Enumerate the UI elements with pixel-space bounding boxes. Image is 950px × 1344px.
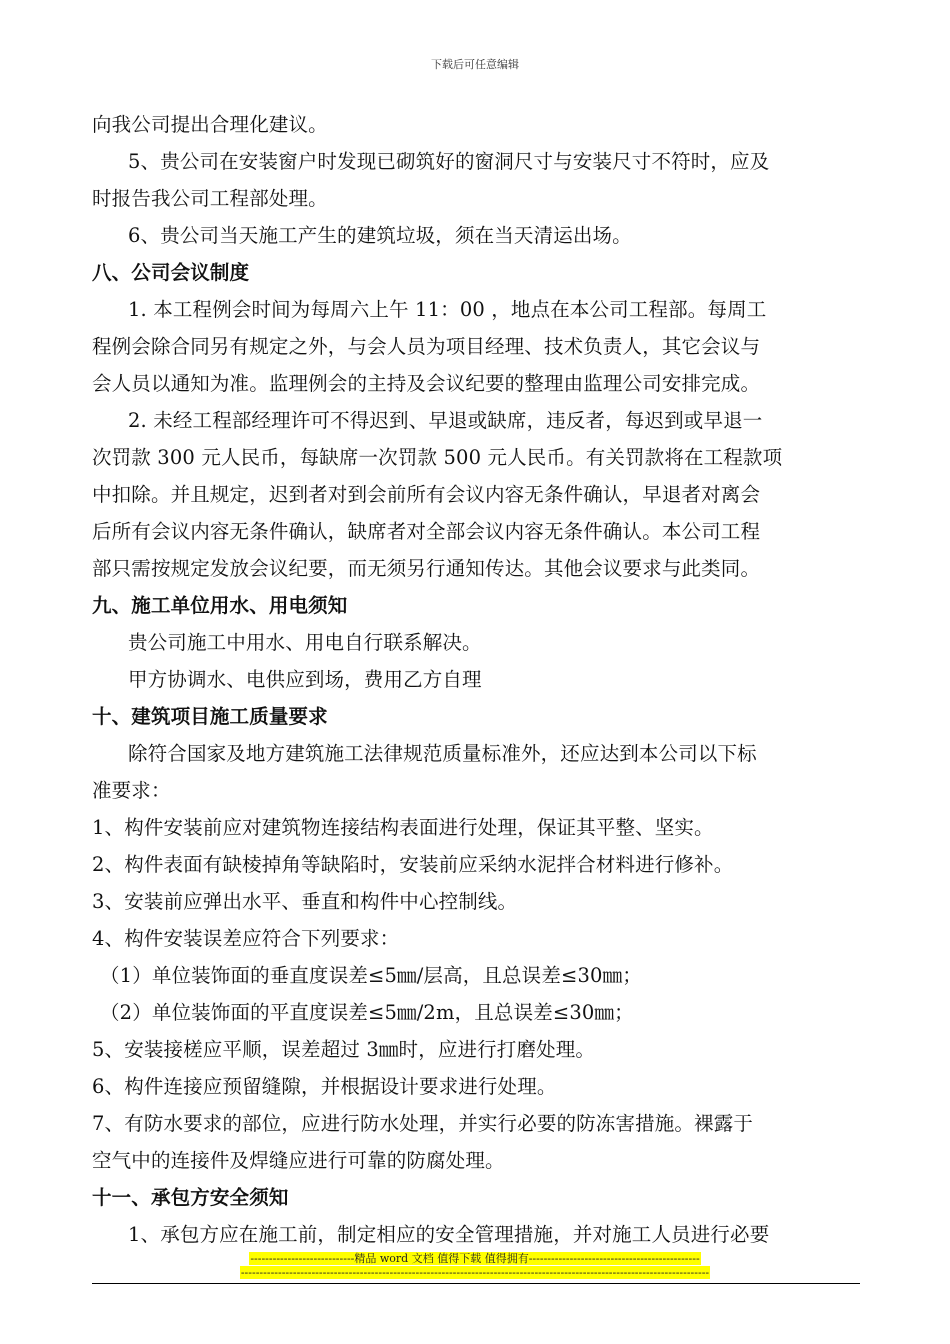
footer-banner-line <box>0 1266 950 1279</box>
text-line: 1、承包方应在施工前，制定相应的安全管理措施，并对施工人员进行必要 <box>128 1223 770 1246</box>
text-line: 除符合国家及地方建筑施工法律规范质量标准外，还应达到本公司以下标 <box>128 742 757 765</box>
list-item: 1、构件安装前应对建筑物连接结构表面进行处理，保证其平整、坚实。 <box>92 816 714 839</box>
list-item: 7、有防水要求的部位，应进行防水处理，并实行必要的防冻害措施。裸露于 <box>92 1112 754 1135</box>
text-line: 后所有会议内容无条件确认，缺席者对全部会议内容无条件确认。本公司工程 <box>92 520 761 543</box>
text-line: 1. 本工程例会时间为每周六上午 11：00 ，地点在本公司工程部。每周工 <box>128 298 767 321</box>
list-item: 6、构件连接应预留缝隙，并根据设计要求进行处理。 <box>92 1075 557 1098</box>
page-header-note: 下载后可任意编辑 <box>431 58 519 71</box>
section-heading: 十一、承包方安全须知 <box>92 1186 289 1209</box>
sub-list-item: （2）单位装饰面的平直度误差≤5㎜/2m，且总误差≤30㎜； <box>100 1001 634 1024</box>
section-heading: 八、公司会议制度 <box>92 261 250 284</box>
footer-banner-text: ----------------------------精品 word 文档 值得下载 值得拥有---------------------------------------------- <box>250 1252 700 1265</box>
text-line: 甲方协调水、电供应到场，费用乙方自理 <box>128 668 482 691</box>
text-line: 程例会除合同另有规定之外，与会人员为项目经理、技术负责人，其它会议与 <box>92 335 761 358</box>
text-line: 贵公司施工中用水、用电自行联系解决。 <box>128 631 482 654</box>
text-line: 次罚款 300 元人民币，每缺席一次罚款 500 元人民币。有关罚款将在工程款项 <box>92 446 783 469</box>
text-line: 会人员以通知为准。监理例会的主持及会议纪要的整理由监理公司安排完成。 <box>92 372 761 395</box>
document-body <box>92 106 862 1253</box>
list-item: 3、安装前应弹出水平、垂直和构件中心控制线。 <box>92 890 518 913</box>
list-item: 4、构件安装误差应符合下列要求： <box>92 927 400 950</box>
list-item: 5、安装接槎应平顺，误差超过 3㎜时，应进行打磨处理。 <box>92 1038 596 1061</box>
section-heading: 九、施工单位用水、用电须知 <box>92 594 348 617</box>
text-line: 2. 未经工程部经理许可不得迟到、早退或缺席，违反者，每迟到或早退一 <box>128 409 763 432</box>
text-line: 空气中的连接件及焊缝应进行可靠的防腐处理。 <box>92 1149 505 1172</box>
footer-banner <box>0 1250 950 1266</box>
text-line: 向我公司提出合理化建议。 <box>92 113 328 136</box>
text-line: 时报告我公司工程部处理。 <box>92 187 328 210</box>
sub-list-item: （1）单位装饰面的垂直度误差≤5㎜/层高，且总误差≤30㎜； <box>100 964 642 987</box>
text-line: 中扣除。并且规定，迟到者对到会前所有会议内容无条件确认，早退者对离会 <box>92 483 761 506</box>
text-line: 6、贵公司当天施工产生的建筑垃圾，须在当天清运出场。 <box>128 224 632 247</box>
text-line: 准要求： <box>92 779 171 802</box>
footer-dashes: ------------------------------------------------------------------------------------------------------------------------------ <box>240 1266 710 1279</box>
list-item: 2、构件表面有缺棱掉角等缺陷时，安装前应采纳水泥拌合材料进行修补。 <box>92 853 734 876</box>
footer-rule <box>92 1283 860 1284</box>
text-line: 部只需按规定发放会议纪要，而无须另行通知传达。其他会议要求与此类同。 <box>92 557 761 580</box>
section-heading: 十、建筑项目施工质量要求 <box>92 705 328 728</box>
text-line: 5、贵公司在安装窗户时发现已砌筑好的窗洞尺寸与安装尺寸不符时，应及 <box>128 150 770 173</box>
